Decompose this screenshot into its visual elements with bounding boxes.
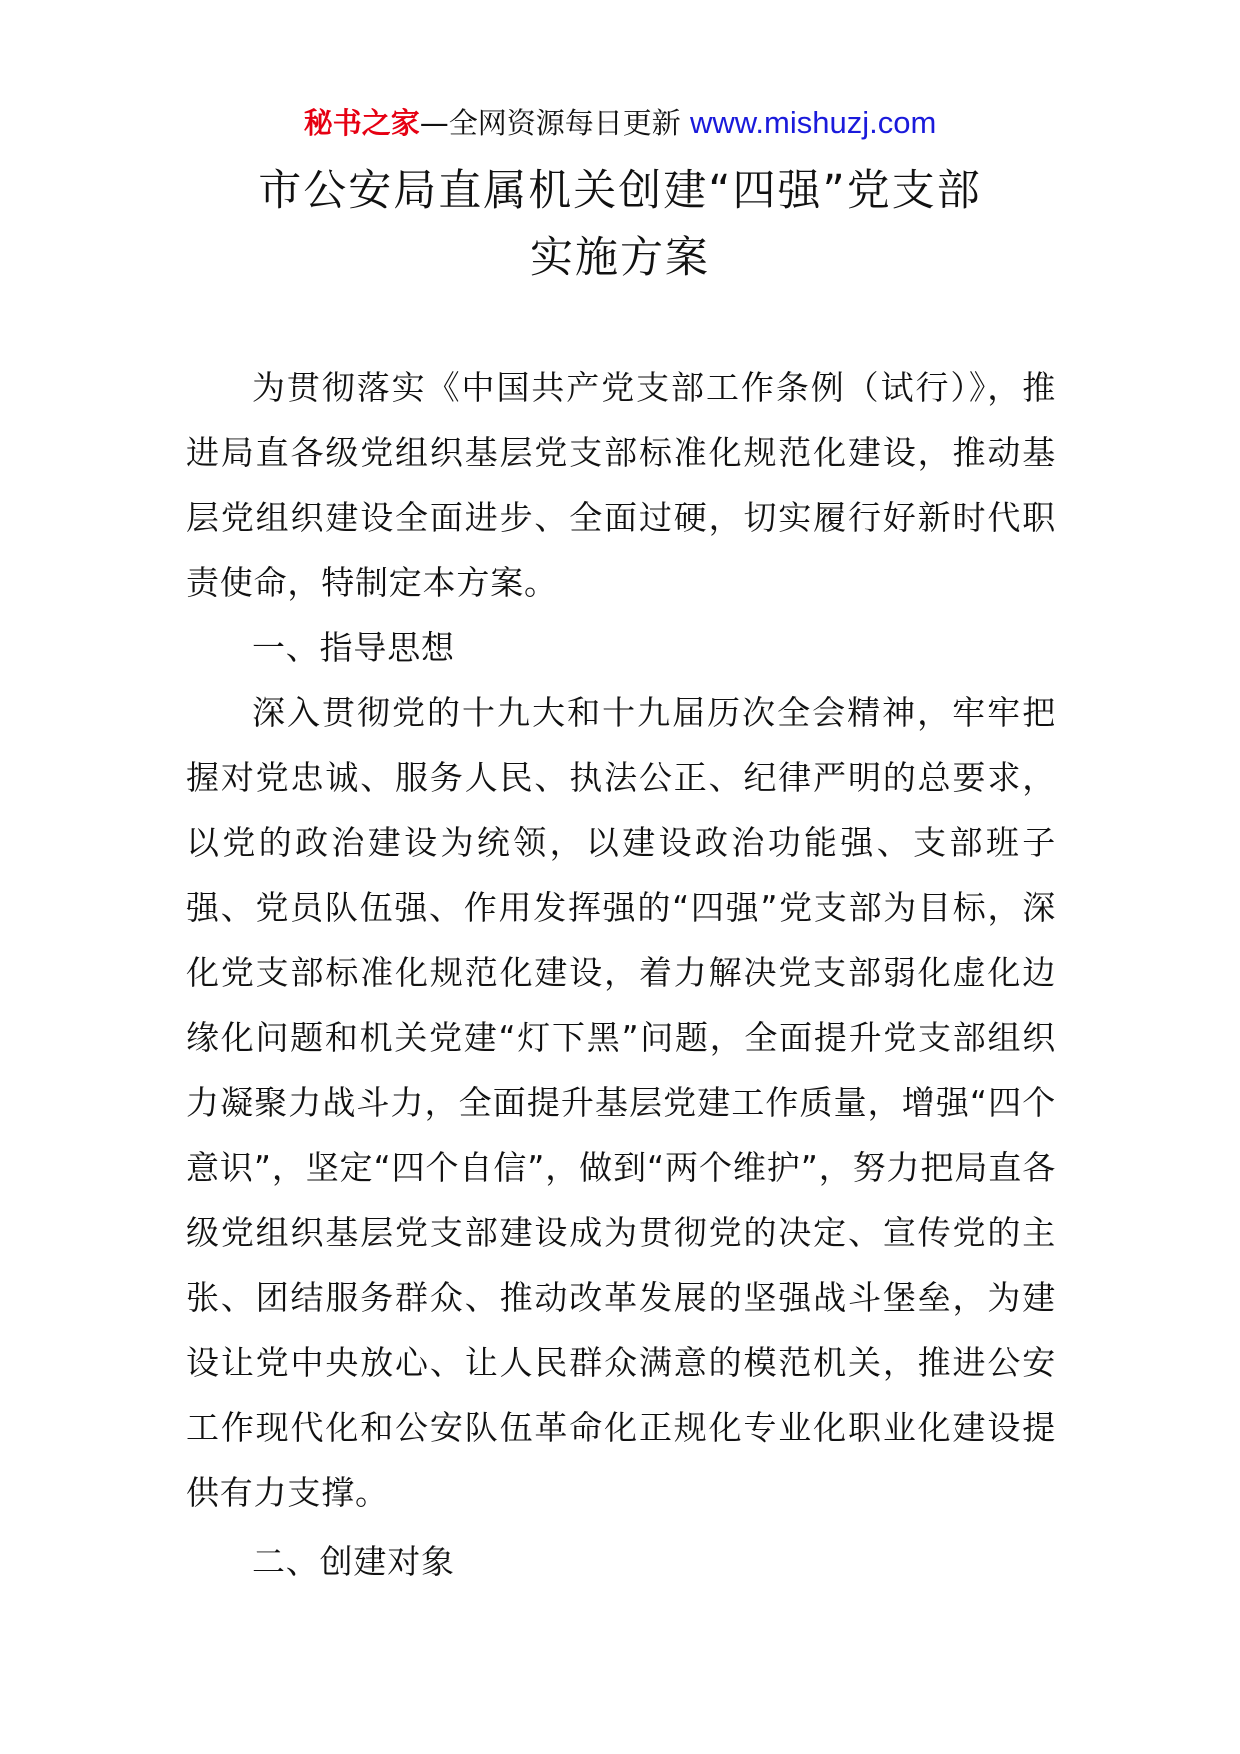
intro-paragraph: 为贯彻落实《中国共产党支部工作条例（试行）》，推进局直各级党组织基层党支部标准化规范化建设，推动基层党组织建设全面进步、全面过硬，切实履行好新时代职责使命，特制定本方案。 (186, 368, 1056, 602)
section-heading-guiding-ideology: 一、指导思想 (252, 628, 455, 667)
brand-tagline: —全网资源每日更新 (419, 106, 681, 140)
watermark-header (0, 103, 1240, 143)
brand-name: 秘书之家 (303, 106, 420, 140)
site-url-link[interactable]: www.mishuzj.com (689, 105, 937, 140)
document-title-line2: 实施方案 (530, 233, 710, 283)
section-heading-creation-targets: 二、创建对象 (252, 1542, 455, 1581)
guiding-ideology-paragraph: 深入贯彻党的十九大和十九届历次全会精神，牢牢把握对党忠诚、服务人民、执法公正、纪律严明的总要求，以党的政治建设为统领，以建设政治功能强、支部班子强、党员队伍强、作用发挥强的“四强”党支部为目标，深化党支部标准化规范化建设，着力解决党支部弱化虚化边缘化问题和机关党建“灯下黑”问题，全面提升党支部组织力凝聚力战斗力，全面提升基层党建工作质量，增强“四个意识”，坚定“四个自信”，做到“两个维护”，努力把局直各级党组织基层党支部建设成为贯彻党的决定、宣传党的主张、团结服务群众、推动改革发展的坚强战斗堡垒，为建设让党中央放心、让人民群众满意的模范机关，推进公安工作现代化和公安队伍革命化正规化专业化职业化建设提供有力支撑。 (186, 693, 1056, 1512)
document-body (186, 355, 1056, 1594)
document-title-line1: 市公安局直属机关创建“四强”党支部 (258, 166, 982, 216)
